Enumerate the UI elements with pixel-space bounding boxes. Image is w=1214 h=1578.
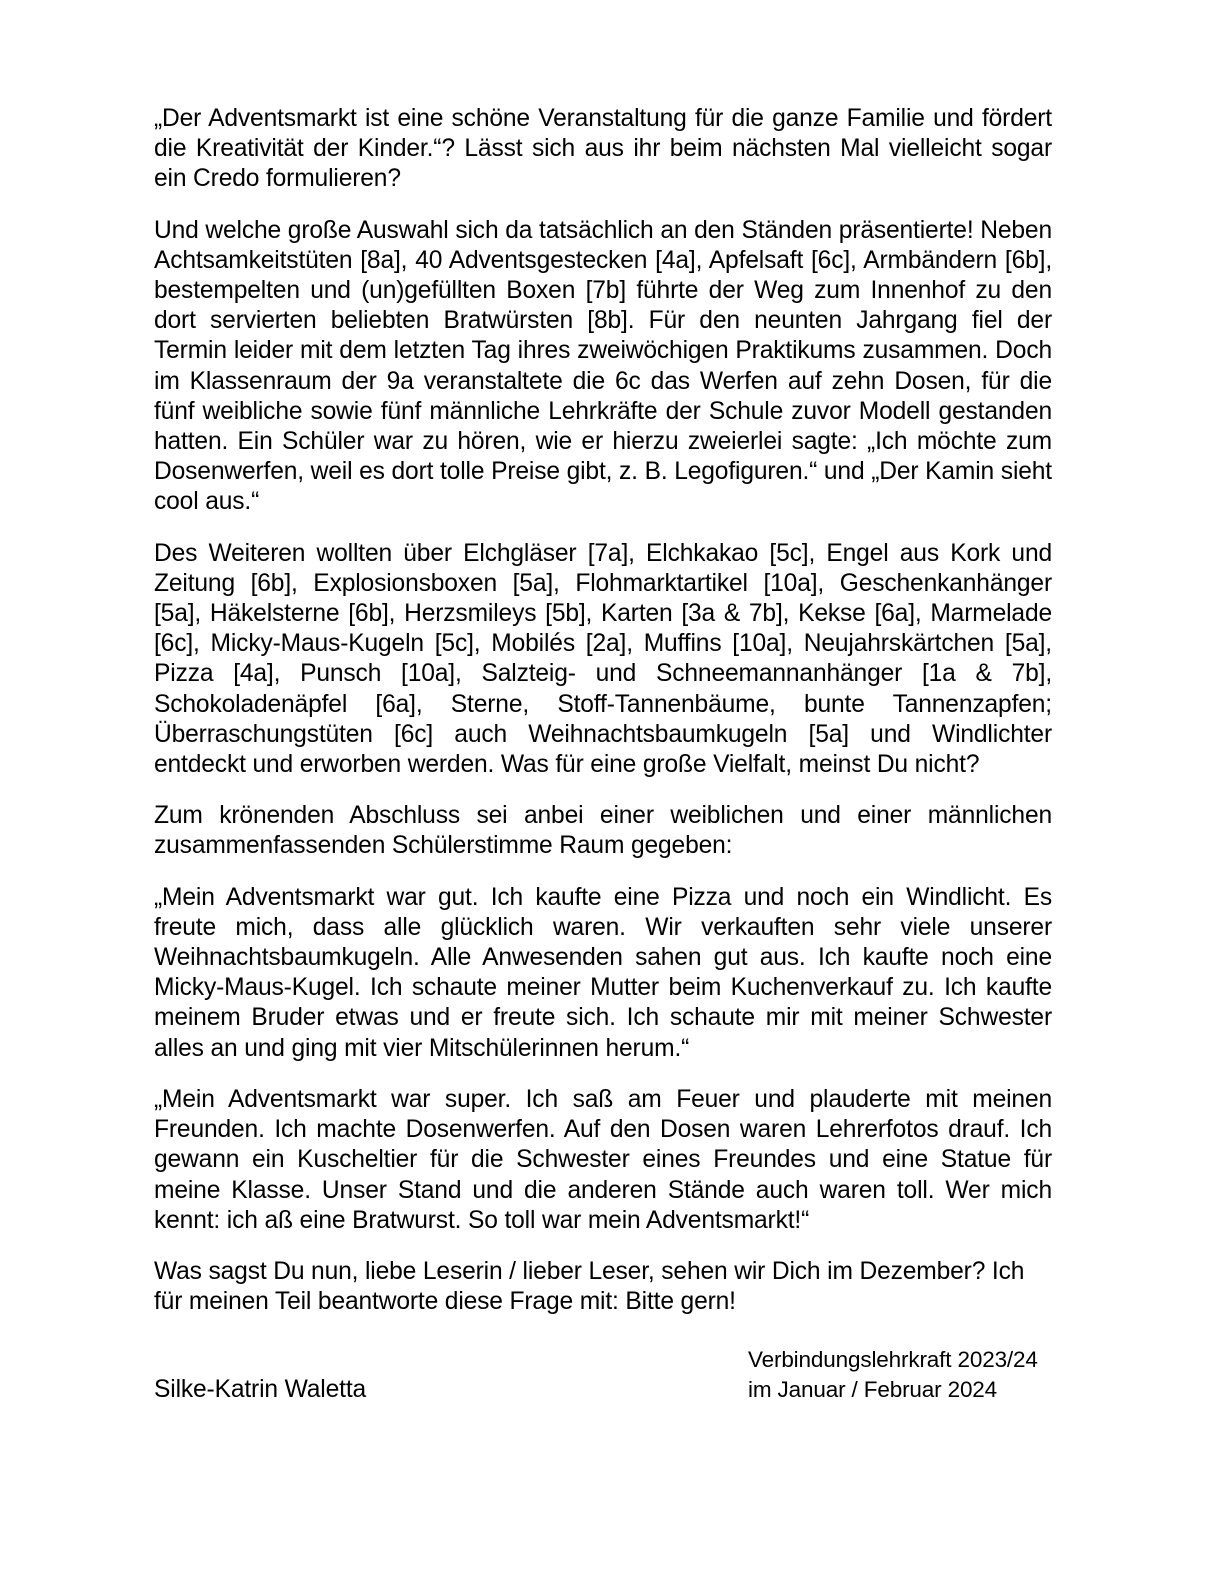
author-role — [748, 1345, 1038, 1405]
paragraph-items-list: Des Weiteren wollten über Elchgläser [7a], Elchkakao [5c], Engel aus Kork und Zeitung [6b], Explosionsboxen [5a], Flohmarktartikel [10a], Geschenkanhänger [5a], Häkelsterne [6b], Herzsmileys [5b], Karten [3a & 7b], Kekse [6a], Marmelade [6c], Micky-Maus-Kugeln [5c], Mobilés [2a], Muffins [10a], Neujahrskärtchen [5a], Pizza [4a], Punsch [10a], Salzteig- und Schneemannanhänger [1a & 7b], Schokoladenäpfel [6a], Sterne, Stoff-Tannenbäume, bunte Tannenzapfen; Überraschungstüten [6c] auch Weihnachtsbaumkugeln [5a] und Windlichter entdeckt und erworben werden. Was für eine große Vielfalt, meinst Du nicht? — [154, 539, 1052, 779]
paragraph-student-quote-male: „Mein Adventsmarkt war super. Ich saß am Feuer und plauderte mit meinen Freunden. Ich machte Dosenwerfen. Auf den Dosen waren Lehrerfotos drauf. Ich gewann ein Kuscheltier für die Schwester eines Freundes und eine Statue für meine Klasse. Unser Stand und die anderen Stände auch waren toll. Wer mich kennt: ich aß eine Bratwurst. So toll war mein Adventsmarkt!“ — [154, 1085, 1052, 1234]
author-role-title: Verbindungslehrkraft 2023/24 — [748, 1347, 1038, 1373]
paragraph-market-stalls: Und welche große Auswahl sich da tatsächlich an den Ständen präsentierte! Neben Achtsamkeitstüten [8a], 40 Adventsgestecken [4a], Apfelsaft [6c], Armbändern [6b], bestempelten und (un)gefüllten Boxen [7b] führte der Weg zum Innenhof zu den dort servierten beliebten Bratwürsten [8b]. Für den neunten Jahrgang fiel der Termin leider mit dem letzten Tag ihres zweiwöchigen Praktikums zusammen. Doch im Klassenraum der 9a veranstaltete die 6c das Werfen auf zehn Dosen, für die fünf weibliche sowie fünf männliche Lehrkräfte der Schule zuvor Modell gestanden hatten. Ein Schüler war zu hören, wie er hierzu zweierlei sagte: „Ich möchte zum Dosenwerfen, weil es dort tolle Preise gibt, z. B. Legofiguren.“ und „Der Kamin sieht cool aus.“ — [154, 216, 1052, 516]
paragraph-conclusion-intro: Zum krönenden Abschluss sei anbei einer weiblichen und einer männlichen zusammenfassenden Schülerstimme Raum gegeben: — [154, 802, 1052, 860]
author-role-date: im Januar / Februar 2024 — [748, 1377, 998, 1403]
document-page — [154, 104, 1052, 1407]
paragraph-closing-question: Was sagst Du nun, liebe Leserin / lieber Leser, sehen wir Dich im Dezember? Ich für meinen Teil beantworte diese Frage mit: Bitte gern! — [154, 1257, 1025, 1316]
paragraph-student-quote-female: „Mein Adventsmarkt war gut. Ich kaufte eine Pizza und noch ein Windlicht. Es freute mich, dass alle glücklich waren. Wir verkauften sehr viele unserer Weihnachtsbaumkugeln. Alle Anwesenden sahen gut aus. Ich kaufte noch eine Micky-Maus-Kugel. Ich schaute meiner Mutter beim Kuchenverkauf zu. Ich kaufte meinem Bruder etwas und er freute sich. Ich schaute mir mit meiner Schwester alles an und ging mit vier Mitschülerinnen herum.“ — [154, 883, 1052, 1062]
paragraph-intro-question: „Der Adventsmarkt ist eine schöne Veranstaltung für die ganze Familie und fördert die Kreativität der Kinder.“? Lässt sich aus ihr beim nächsten Mal vielleicht sogar ein Credo formulieren? — [154, 105, 1052, 193]
author-name: Silke-Katrin Waletta — [154, 1376, 367, 1404]
signature-block — [154, 1345, 1052, 1407]
